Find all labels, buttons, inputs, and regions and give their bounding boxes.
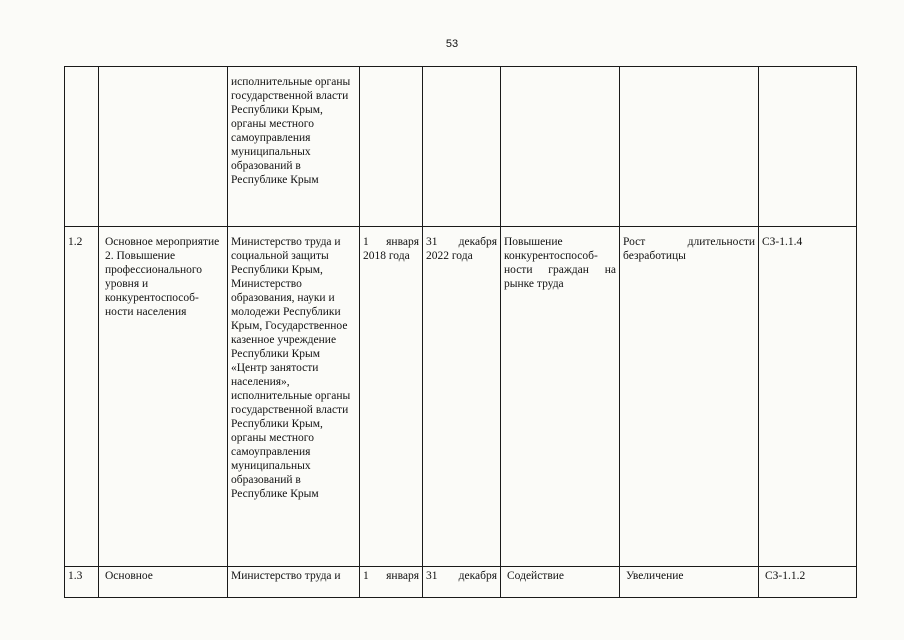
row-number-cell: 1.3: [65, 567, 99, 598]
activity-name-cell: Основное мероприятие 2. Повышение профессионального уровня и конкурентоспособ-ности населения: [99, 227, 228, 567]
indicator-cell: Рост длительности безработицы: [620, 227, 759, 567]
row-number-cell: 1.2: [65, 227, 99, 567]
executors-cell: исполнительные органы государственной власти Республики Крым, органы местного самоуправления муниципальных образований в Республике Крым: [228, 67, 360, 227]
indicator-cell: [620, 67, 759, 227]
executors-cell: Министерство труда и социальной защиты Республики Крым, Министерство образования, науки и молодежи Республики Крым, Государственное казенное учреждение Республики Крым «Центр занятости населения», исполнительные органы государственной власти Республики Крым, органы местного самоуправления муниципальных образований в Республике Крым: [228, 227, 360, 567]
table-row: [65, 67, 857, 227]
executors-cell: Министерство труда и: [228, 567, 360, 598]
result-cell: Содействие: [501, 567, 620, 598]
start-date-cell: 1 января: [360, 567, 423, 598]
row-number-cell: [65, 67, 99, 227]
indicator-cell: Увеличение: [620, 567, 759, 598]
page-number: 53: [445, 38, 459, 50]
table-row: [65, 567, 857, 598]
activity-name-cell: [99, 67, 228, 227]
end-date-cell: [423, 67, 501, 227]
result-cell: Повышение конкурентоспособ-ности граждан на рынке труда: [501, 227, 620, 567]
start-date-cell: 1 января 2018 года: [360, 227, 423, 567]
indicator-code-cell: СЗ-1.1.4: [759, 227, 857, 567]
result-cell: [501, 67, 620, 227]
start-date-cell: [360, 67, 423, 227]
activity-name-cell: Основное: [99, 567, 228, 598]
table-row: [65, 227, 857, 567]
indicator-code-cell: СЗ-1.1.2: [759, 567, 857, 598]
end-date-cell: 31 декабря 2022 года: [423, 227, 501, 567]
program-activities-table: [64, 66, 857, 598]
indicator-code-cell: [759, 67, 857, 227]
end-date-cell: 31 декабря: [423, 567, 501, 598]
